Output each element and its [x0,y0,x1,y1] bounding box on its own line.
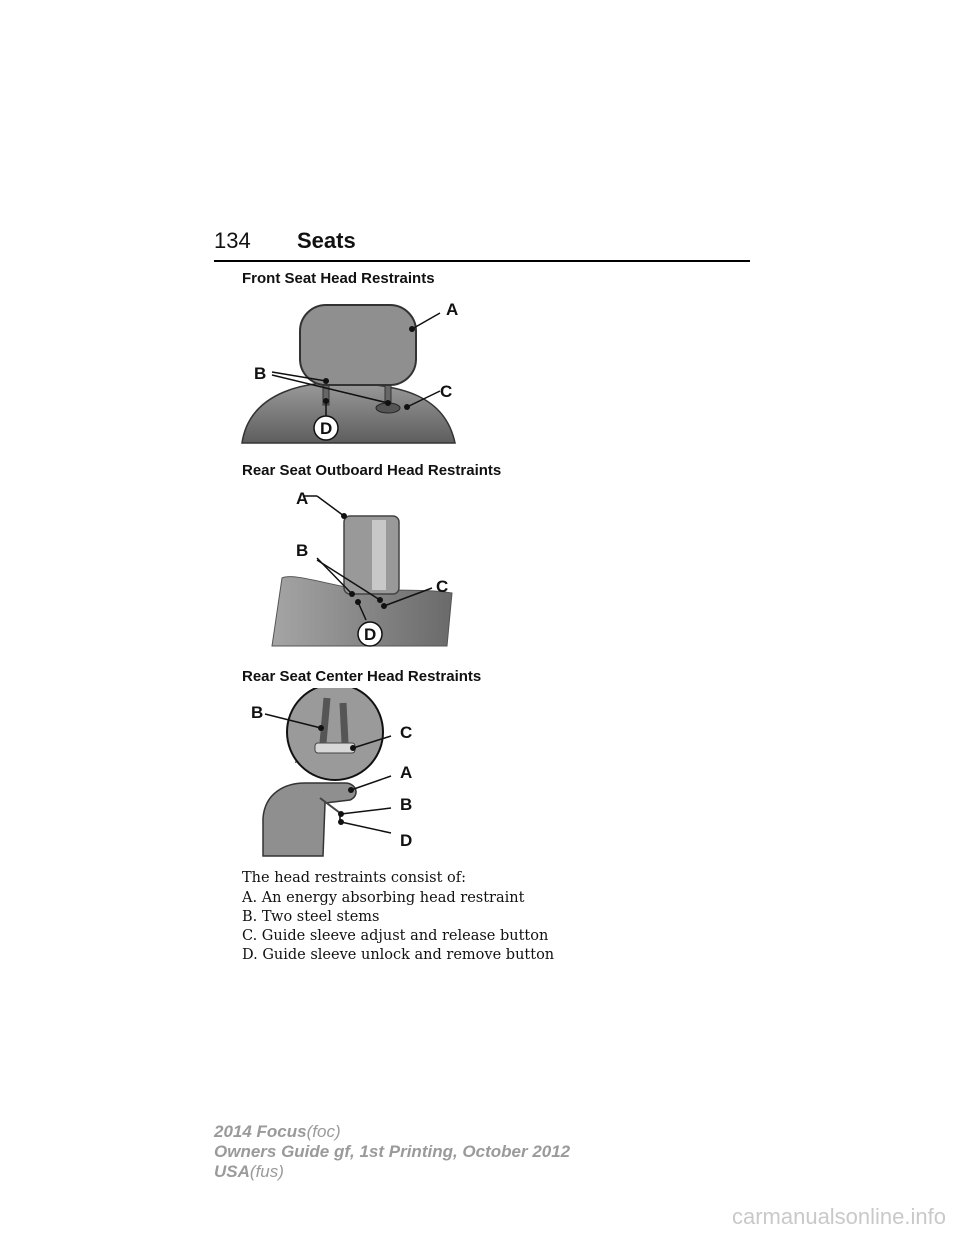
center-label-b-bottom: B [400,795,413,814]
list-item-b: B. Two steel stems [242,909,380,925]
front-label-a: A [446,300,459,319]
front-seat-heading: Front Seat Head Restraints [242,270,435,287]
center-label-c: C [400,723,413,742]
front-label-d: D [320,419,333,438]
outboard-label-a: A [296,489,309,508]
center-label-b-top: B [251,703,264,722]
footer-region: USA [214,1162,250,1181]
footer-model-code: (foc) [306,1122,341,1141]
rear-center-illustration [245,688,445,858]
front-label-c: C [440,382,453,401]
front-label-b: B [254,364,267,383]
rear-outboard-illustration [262,488,472,648]
document-footer [214,1122,570,1182]
outboard-label-d: D [364,625,377,644]
list-item-c: C. Guide sleeve adjust and release button [242,928,549,944]
header-rule [214,260,750,262]
watermark: carmanualsonline.info [731,1204,946,1229]
footer-printing: Owners Guide gf, 1st Printing, October 2012 [214,1142,571,1161]
footer-model: 2014 Focus [214,1122,307,1141]
body-intro: The head restraints consist of: [242,870,466,886]
section-title: Seats [297,228,356,253]
outboard-label-c: C [436,577,449,596]
list-item-d: D. Guide sleeve unlock and remove button [242,947,555,963]
outboard-label-b: B [296,541,309,560]
center-label-a: A [400,763,413,782]
rear-center-heading: Rear Seat Center Head Restraints [242,668,482,685]
center-label-d: D [400,831,413,850]
footer-region-code: (fus) [249,1162,284,1181]
page-header [214,228,750,262]
rear-outboard-heading: Rear Seat Outboard Head Restraints [242,462,502,479]
list-item-a: A. An energy absorbing head restraint [242,890,525,906]
front-seat-illustration [240,295,470,445]
page-number: 134 [214,228,251,253]
